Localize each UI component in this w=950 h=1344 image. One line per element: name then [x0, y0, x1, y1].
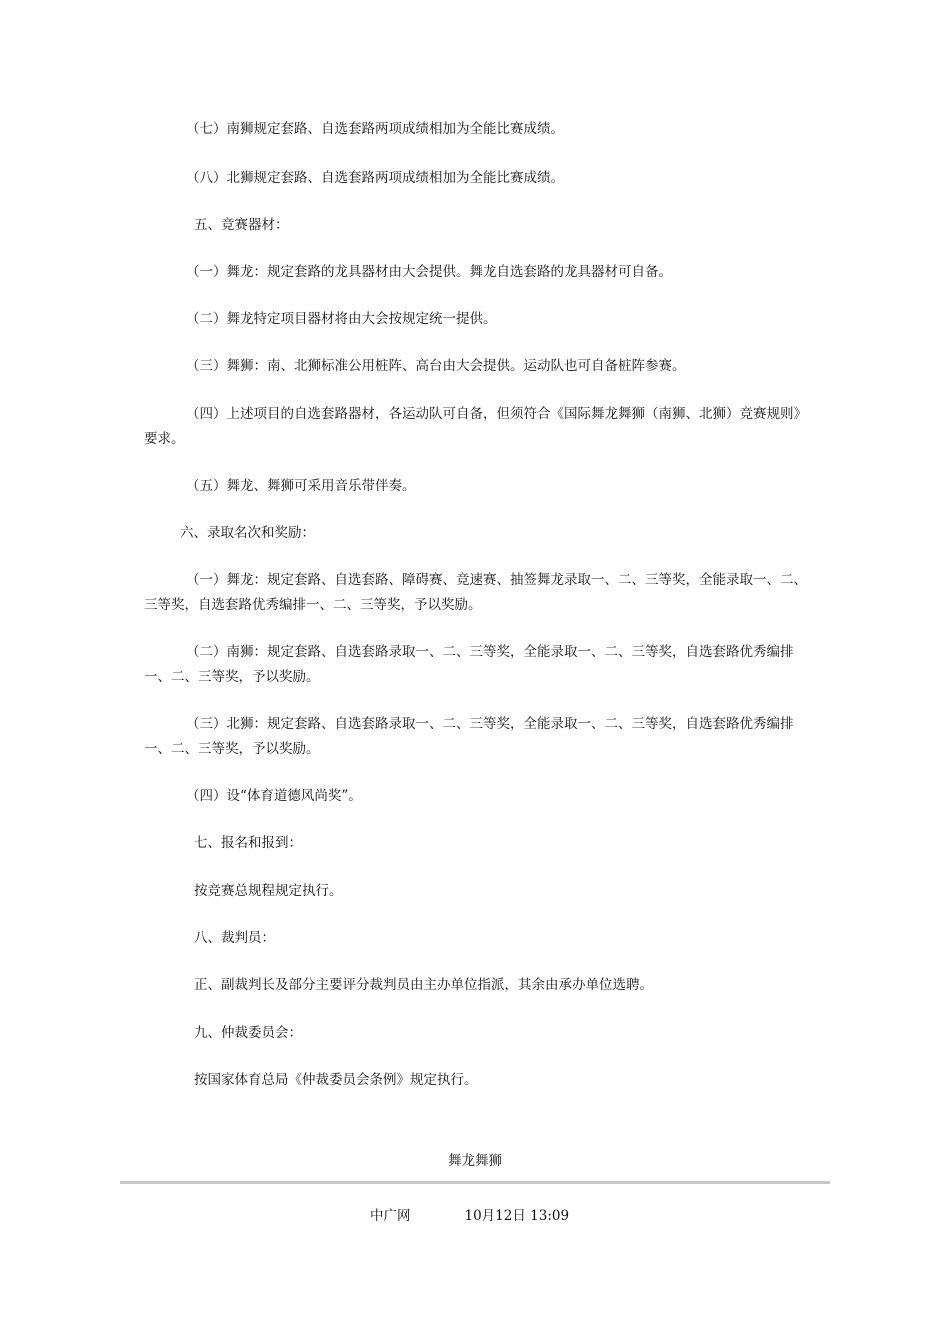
paragraph-equipment-2: （二）舞龙特定项目器材将由大会按规定统一提供。 [186, 311, 497, 327]
paragraph-awards-3: （三）北狮：规定套路、自选套路录取一、二、三等奖，全能录取一、二、三等奖，自选套路优秀编排一、二、三等奖，予以奖励。 [144, 716, 794, 757]
section-heading-arbitration: 九、仲裁委员会： [194, 1025, 302, 1041]
footer-datetime: 10月12日 13:09 [464, 1208, 570, 1224]
paragraph-equipment-5: （五）舞龙、舞狮可采用音乐带伴奏。 [186, 478, 416, 494]
section-heading-registration: 七、报名和报到： [194, 835, 302, 851]
footer-meta [370, 1205, 569, 1227]
paragraph-registration: 按竞赛总规程规定执行。 [194, 883, 343, 899]
footer-article-title: 舞龙舞狮 [448, 1153, 502, 1169]
footer-source: 中广网 [370, 1208, 411, 1224]
paragraph-awards-1: （一）舞龙：规定套路、自选套路、障碍赛、竞速赛、抽签舞龙录取一、二、三等奖，全能录取一、二、三等奖，自选套路优秀编排一、二、三等奖，予以奖励。 [144, 572, 807, 613]
footer-divider [120, 1181, 830, 1184]
section-heading-referees: 八、裁判员： [194, 930, 275, 946]
paragraph-8-north-lion-allround: （八）北狮规定套路、自选套路两项成绩相加为全能比赛成绩。 [186, 170, 564, 186]
paragraph-equipment-1: （一）舞龙：规定套路的龙具器材由大会提供。舞龙自选套路的龙具器材可自备。 [186, 264, 672, 280]
paragraph-awards-2: （二）南狮：规定套路、自选套路录取一、二、三等奖，全能录取一、二、三等奖，自选套路优秀编排一、二、三等奖，予以奖励。 [144, 644, 794, 685]
paragraph-arbitration: 按国家体育总局《仲裁委员会条例》规定执行。 [194, 1072, 478, 1088]
paragraph-7-south-lion-allround: （七）南狮规定套路、自选套路两项成绩相加为全能比赛成绩。 [186, 121, 564, 137]
section-heading-equipment: 五、竞赛器材： [194, 217, 289, 233]
paragraph-referees: 正、副裁判长及部分主要评分裁判员由主办单位指派，其余由承办单位选聘。 [194, 977, 653, 993]
paragraph-equipment-4: （四）上述项目的自选套路器材，各运动队可自备，但须符合《国际舞龙舞狮（南狮、北狮）竞赛规则》要求。 [144, 406, 807, 447]
section-heading-awards: 六、录取名次和奖励： [180, 525, 315, 541]
paragraph-equipment-3: （三）舞狮：南、北狮标准公用桩阵、高台由大会提供。运动队也可自备桩阵参赛。 [186, 358, 686, 374]
paragraph-awards-4: （四）设“体育道德风尚奖”。 [186, 788, 362, 804]
